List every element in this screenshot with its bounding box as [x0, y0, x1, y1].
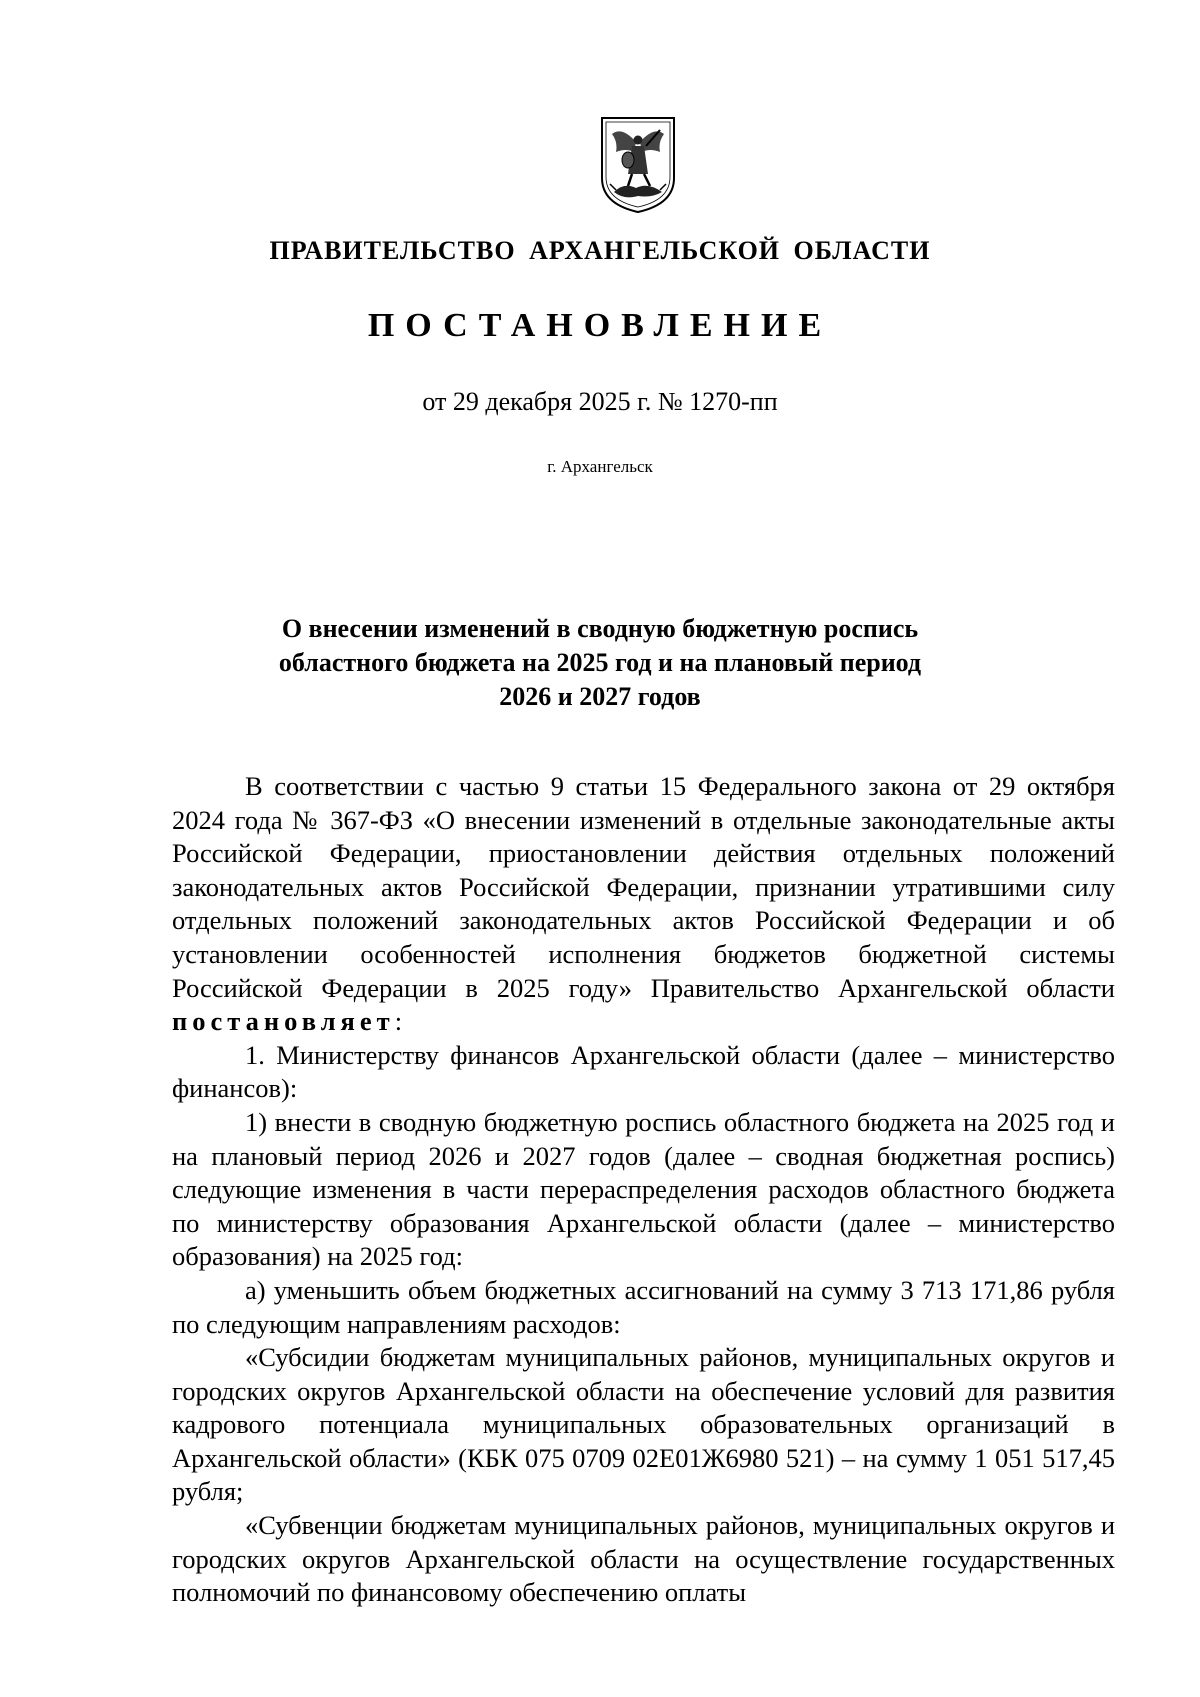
clause-paragraph: «Субвенции бюджетам муниципальных районов, муниципальных округов и городских округов Архангельской области на осуществление государственных полномочий по финансовому обеспечению оплаты [172, 1510, 1115, 1608]
decree-word: постановляет [172, 1006, 395, 1037]
subject-line: О внесении изменений в сводную бюджетную роспись [281, 614, 919, 643]
subject-line: 2026 и 2027 годов [499, 682, 701, 711]
archangel-coat-of-arms-icon [596, 112, 680, 216]
subject-line: областного бюджета на 2025 год и на плановый период [278, 648, 922, 677]
document-date-number: от 29 декабря 2025 г. № 1270-пп [422, 387, 778, 416]
preamble-paragraph [172, 770, 1115, 1039]
clause-paragraph: 1) внести в сводную бюджетную роспись областного бюджета на 2025 год и на плановый период 2026 и 2027 годов (далее – сводная бюджетная роспись) следующие изменения в части перераспределения расходов областного бюджета по министерству образования Архангельской области (далее – министерство образования) на 2025 год: [172, 1106, 1115, 1272]
clause-paragraph: 1. Министерству финансов Архангельской области (далее – министерство финансов): [172, 1039, 1115, 1104]
government-title: ПРАВИТЕЛЬСТВО АРХАНГЕЛЬСКОЙ ОБЛАСТИ [269, 236, 931, 265]
document-subject [0, 612, 1200, 714]
document-city: г. Архангельск [547, 457, 653, 476]
document-type: ПОСТАНОВЛЕНИЕ [367, 307, 833, 344]
clause-paragraph: «Субсидии бюджетам муниципальных районов, муниципальных округов и городских округов Архангельской области на обеспечение условий для развития кадрового потенциала муниципальных образовательных организаций в Архангельской области» (КБК 075 0709 02Е01Ж6980 521) – на сумму 1 051 517,45 рубля; [172, 1342, 1115, 1507]
clause-paragraph: а) уменьшить объем бюджетных ассигнований на сумму 3 713 171,86 рубля по следующим направлениям расходов: [172, 1274, 1115, 1339]
preamble-colon: : [394, 1006, 403, 1037]
preamble-text: В соответствии с частью 9 статьи 15 Федерального закона от 29 октября 2024 года № 367-ФЗ «О внесении изменений в отдельные законодательные акты Российской Федерации, приостановлении действия отдельных положений законодательных актов Российской Федерации, признании утратившими силу отдельных положений законодательных актов Российской Федерации и об установлении особенностей исполнения бюджетов бюджетной системы Российской Федерации в 2025 году» Правительство Архангельской области [172, 771, 1115, 1003]
document-body [172, 770, 1115, 1610]
